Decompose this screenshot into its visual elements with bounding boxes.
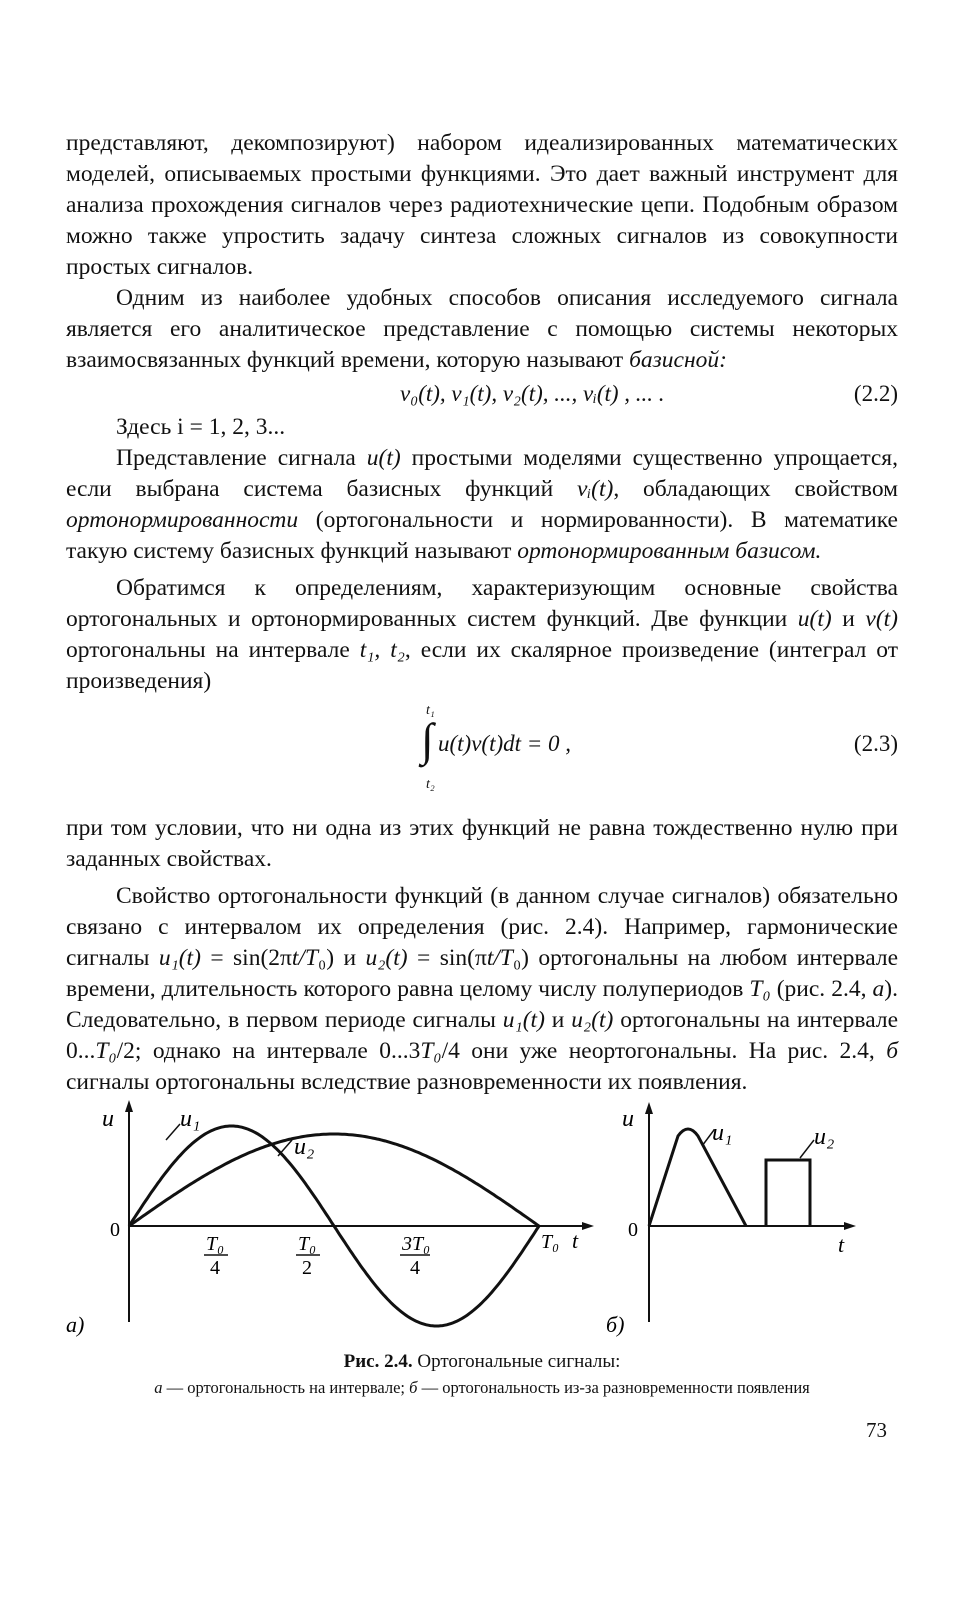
- fig-a-tick-t2-num: T₀: [298, 1233, 317, 1255]
- paragraph-4: Обратимся к определениям, характеризующим основные свойства ортогональных и ортонормированных систем функций. Две функции u(t) и v(t) ортогональны на интервале t₁, t₂, если их скалярное произведение (интеграл от произведения): [66, 575, 899, 694]
- paragraph-1: представляют, декомпозируют) набором идеализированных математических моделей, описываемых простыми функциями. Это дает важный инструмент для анализа прохождения сигналов через радиотехнические цепи. Подобным образом можно также упростить задачу синтеза сложных сигналов из совокупности простых сигналов.: [66, 130, 898, 280]
- fig-a-panel-label: а): [66, 1312, 85, 1337]
- fig-a-x-arrow: [582, 1222, 594, 1230]
- paragraph-5: при том условии, что ни одна из этих функций не равна тождественно нулю при заданных свойствах.: [66, 815, 898, 872]
- figure-2-4-svg: [66, 1100, 898, 1340]
- integral-upper-limit: t₁: [426, 703, 435, 718]
- equation-2-3: [66, 697, 898, 813]
- fig-b-zero: 0: [628, 1219, 638, 1241]
- fig-a-tick-t4-num: T₀: [206, 1233, 225, 1255]
- fig-b-label-u1: u₁: [712, 1120, 733, 1146]
- fig-b-panel-label: б): [606, 1312, 625, 1337]
- paragraph-6: Свойство ортогональности функций (в данном случае сигналов) обязательно связано с интервалом их определения (рис. 2.4). Например, гармонические сигналы u₁(t) = sin(2πt/T₀) и u₂(t) = sin(πt/T₀) ортогональны на любом интервале времени, длительность которого равна целому числу полупериодов T₀ (рис. 2.4, а). Следовательно, в первом периоде сигналы u₁(t) и u₂(t) ортогональны на интервале 0...T₀/2; однако на интервале 0...3T₀/4 они уже неортогональны. На рис. 2.4, б сигналы ортогональны вследствие разновременности их появления.: [66, 883, 899, 1095]
- figure-2-4: [66, 1100, 898, 1340]
- fig-b-label-u2: u₂: [814, 1124, 835, 1150]
- fig-a-y-arrow: [125, 1100, 133, 1112]
- integral-lower-limit: t₂: [426, 777, 435, 792]
- fig-a-curve-u2: [129, 1134, 539, 1226]
- paragraph-3: Представление сигнала u(t) простыми моделями существенно упрощается, если выбрана система базисных функций vᵢ(t), обладающих свойством ортонормированности (ортогональности и нормированности). В математике такую систему базисных функций называют ортонормированным базисом.: [66, 445, 898, 564]
- paragraph-2: Одним из наиболее удобных способов описания исследуемого сигнала является его аналитическое представление с помощью системы некоторых взаимосвязанных функций времени, которую называют базисной:: [66, 285, 898, 373]
- fig-a-axis-t: t: [572, 1228, 579, 1253]
- fig-a-label-u1: u₁: [180, 1106, 201, 1132]
- equation-2-2-number: (2.2): [853, 381, 898, 406]
- figure-caption-title: Рис. 2.4. Ортогональные сигналы:: [343, 1351, 621, 1372]
- equation-2-3-number: (2.3): [853, 731, 898, 756]
- page-number: 73: [866, 1418, 887, 1442]
- fig-b-x-arrow: [844, 1222, 856, 1230]
- fig-a-tick-t0: T₀: [541, 1231, 560, 1253]
- fig-b-axis-u: u: [622, 1106, 634, 1132]
- figure-caption-legend: а — ортогональность на интервале; б — ортогональность из-за разновременности появления: [154, 1378, 810, 1397]
- fig-a-tick-3t4-num: 3T₀: [402, 1233, 431, 1255]
- fig-a-tick-3t4-den: 4: [410, 1257, 420, 1279]
- fig-a-label-u2: u₂: [294, 1134, 315, 1160]
- fig-b-pulse-u2: [766, 1160, 810, 1226]
- integral-body: u(t)v(t)dt = 0 ,: [438, 731, 572, 756]
- page-body: [66, 128, 898, 1098]
- index-note: Здесь i = 1, 2, 3...: [116, 414, 286, 440]
- fig-a-tick-t4-den: 4: [210, 1257, 220, 1279]
- fig-a-zero: 0: [110, 1219, 120, 1241]
- fig-b-u2-leader: [800, 1140, 814, 1158]
- equation-2-2-body: v₀(t), v₁(t), v₂(t), ..., vᵢ(t) , ... .: [400, 381, 665, 406]
- integral-sign: ∫: [421, 714, 434, 765]
- equation-2-2: [66, 376, 898, 412]
- fig-b-axis-t: t: [838, 1232, 845, 1257]
- fig-b-y-arrow: [645, 1102, 653, 1114]
- fig-a-tick-t2-den: 2: [302, 1257, 312, 1279]
- fig-a-axis-u: u: [102, 1106, 114, 1132]
- fig-a-u1-leader: [166, 1124, 180, 1140]
